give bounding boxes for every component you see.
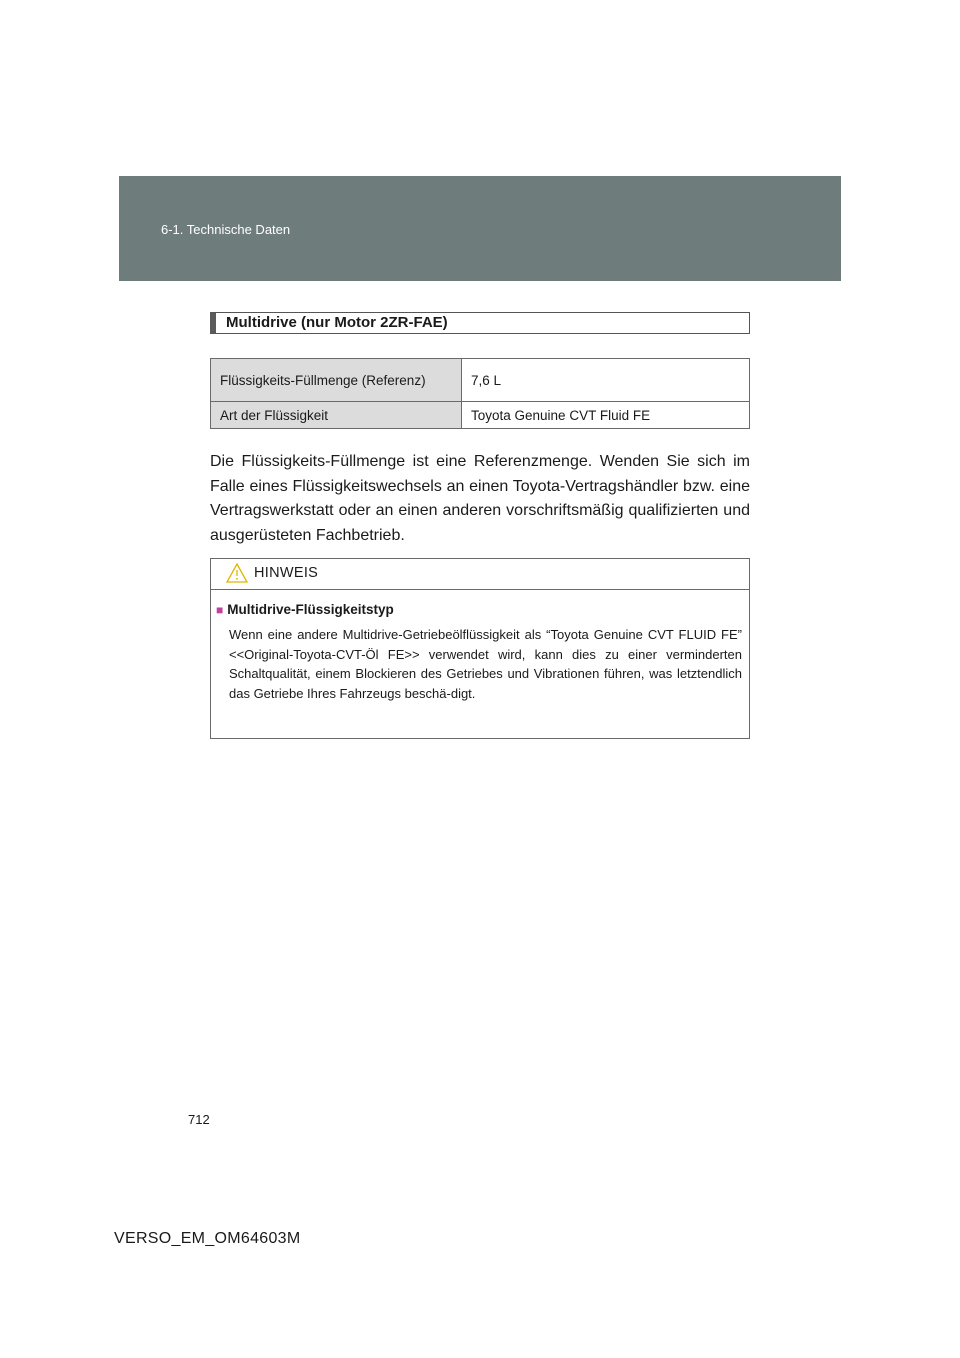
table-row bbox=[211, 402, 750, 429]
header-band bbox=[119, 176, 841, 281]
document-code: VERSO_EM_OM64603M bbox=[114, 1230, 301, 1247]
note-header bbox=[211, 559, 749, 590]
note-text: Wenn eine andere Multidrive-Getriebeölflüssigkeit als “Toyota Genuine CVT FLUID FE” <<Original-Toyota-CVT-Öl FE>> verwendet wird, kann dies zu einer verminderten Schaltqualität, einem Blockieren des Getriebes und Vibrationen führen, was letztendlich das Getriebe Ihres Fahrzeugs beschä-digt. bbox=[229, 627, 742, 701]
note-box bbox=[210, 558, 750, 739]
section-title: Multidrive (nur Motor 2ZR-FAE) bbox=[210, 312, 750, 334]
spec-table bbox=[210, 358, 750, 429]
spec-label: Art der Flüssigkeit bbox=[211, 402, 462, 429]
note-subheading bbox=[216, 602, 394, 617]
note-subheading-text: Multidrive-Flüssigkeitstyp bbox=[227, 602, 394, 617]
spec-value: 7,6 L bbox=[462, 359, 750, 402]
section-label: 6-1. Technische Daten bbox=[161, 222, 291, 237]
note-title: HINWEIS bbox=[254, 565, 319, 581]
square-bullet-icon: ■ bbox=[216, 603, 224, 617]
spec-value: Toyota Genuine CVT Fluid FE bbox=[462, 402, 750, 429]
warning-triangle-icon bbox=[226, 563, 248, 588]
table-row bbox=[211, 359, 750, 402]
page-number: 712 bbox=[188, 1112, 210, 1127]
spec-label: Flüssigkeits-Füllmenge (Referenz) bbox=[211, 359, 462, 402]
body-paragraph: Die Flüssigkeits-Füllmenge ist eine Referenzmenge. Wenden Sie sich im Falle eines Flüssigkeitswechsels an einen Toyota-Vertragshändler bzw. eine Vertragswerkstatt oder an einen anderen vorschriftsmäßig qualifizierten und ausgerüsteten Fachbetrieb. bbox=[210, 453, 750, 544]
